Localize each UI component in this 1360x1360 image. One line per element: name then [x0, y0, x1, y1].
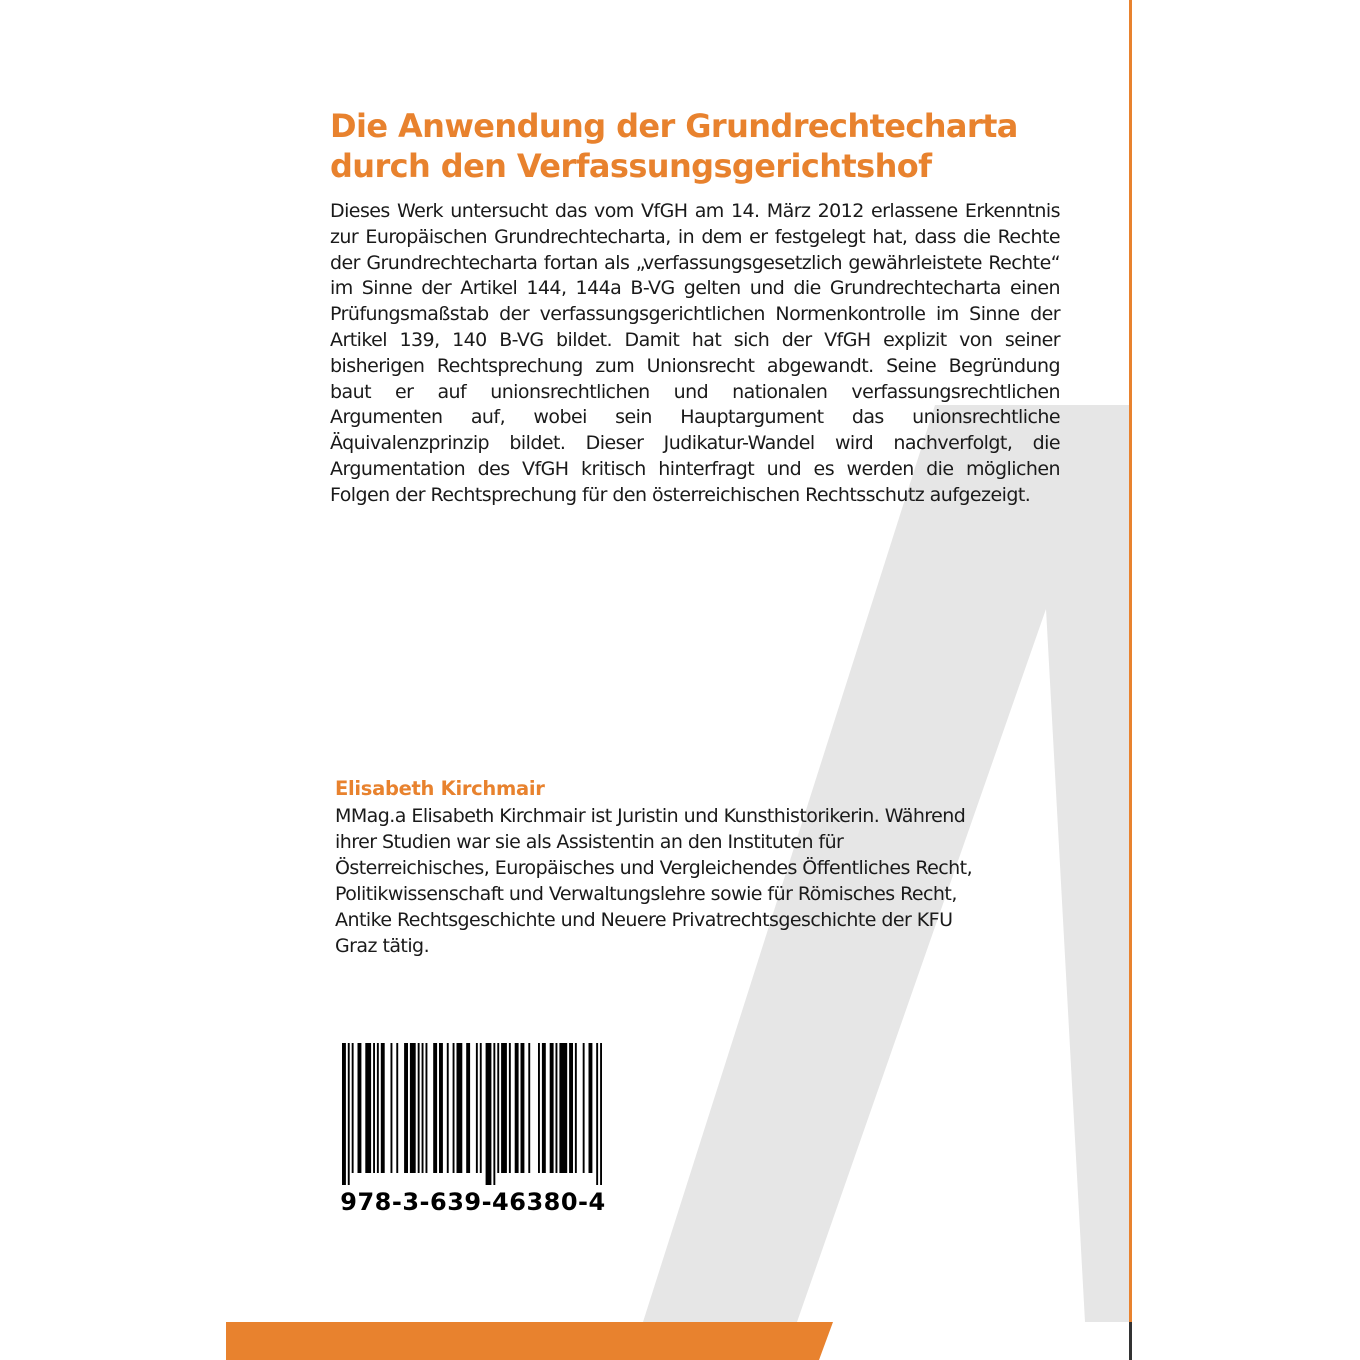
- barcode-bar: [486, 1043, 492, 1185]
- barcode-bar: [521, 1043, 525, 1173]
- barcode-bar: [457, 1043, 463, 1173]
- barcode-bar: [422, 1043, 424, 1173]
- barcode-bar: [447, 1043, 449, 1173]
- barcode-bar: [542, 1043, 546, 1173]
- barcode-bar: [377, 1043, 379, 1173]
- barcode-bar: [396, 1043, 398, 1173]
- barcode-bar: [528, 1043, 530, 1173]
- barcode-bars: [342, 1043, 604, 1185]
- book-description: Dieses Werk untersucht das vom VfGH am 14. März 2012 erlassene Erkenntnis zur Europäischen Grundrechtecharta, in dem er festgelegt hat, dass die Rechte der Grundrechtecharta fortan als „verfassungsgesetzlich gewährleistete Rechte“ im Sinne der Artikel 144, 144a B-VG gelten und die Grundrechtecharta einen Prüfungsmaßstab der verfassungsgerichtlichen Normenkontrolle im Sinne der Artikel 139, 140 B-VG bildet. Damit hat sich der VfGH explizit von seiner bisherigen Rechtsprechung zum Unionsrecht abgewandt. Seine Begründung baut er auf unionsrechtlichen und nationalen verfassungsrechtlichen Argumenten auf, wobei sein Hauptargument das unionsrechtliche Äquivalenzprinzip bildet. Dieser Judikatur-Wandel wird nachverfolgt, die Argumentation des VfGH kritisch hinterfragt und es werden die möglichen Folgen der Rechtsprechung für den österreichischen Rechtsschutz aufgezeigt.: [330, 200, 1060, 506]
- barcode-bar: [426, 1043, 428, 1173]
- author-bio-line: ihrer Studien war sie als Assistentin an den Instituten für: [335, 831, 844, 853]
- barcode-bar: [575, 1043, 577, 1173]
- book-title: [330, 106, 1070, 186]
- barcode-bar: [453, 1043, 455, 1173]
- barcode-bar: [589, 1043, 593, 1173]
- barcode-bar: [433, 1043, 437, 1173]
- author-bio: [335, 803, 1065, 959]
- author-bio-line: Antike Rechtsgeschichte und Neuere Privatrechtsgeschichte der KFU: [335, 909, 953, 931]
- barcode-bar: [342, 1043, 346, 1185]
- author-name: Elisabeth Kirchmair: [335, 777, 545, 800]
- barcode-bar: [538, 1043, 540, 1173]
- spine-edge-dark-segment: [1129, 1322, 1132, 1360]
- barcode-bar: [497, 1043, 499, 1173]
- barcode-bar: [583, 1043, 585, 1173]
- isbn-number: 978-3-639-46380-4: [340, 1188, 606, 1216]
- barcode-bar: [501, 1043, 507, 1173]
- barcode-bar: [509, 1043, 511, 1173]
- barcode-bar: [410, 1043, 416, 1173]
- barcode-bar: [348, 1043, 350, 1185]
- barcode-bar: [418, 1043, 420, 1173]
- author-bio-line: Österreichisches, Europäisches und Vergleichendes Öffentliches Recht,: [335, 857, 973, 879]
- barcode-bar: [480, 1043, 482, 1173]
- author-bio-line: Politikwissenschaft und Verwaltungslehre sowie für Römisches Recht,: [335, 883, 957, 905]
- barcode-bar: [515, 1043, 519, 1173]
- barcode-bar: [556, 1043, 558, 1173]
- barcode-bar: [391, 1043, 393, 1173]
- barcode-bar: [373, 1043, 375, 1173]
- barcode-bar: [358, 1043, 362, 1173]
- spine-edge-line: [1129, 0, 1132, 1360]
- barcode-bar: [352, 1043, 354, 1173]
- barcode-bar: [493, 1043, 495, 1185]
- barcode-bar: [596, 1043, 598, 1185]
- book-title-line: Die Anwendung der Grundrechtecharta: [330, 107, 1018, 145]
- barcode-bar: [476, 1043, 478, 1173]
- barcode-bar: [439, 1043, 443, 1173]
- isbn-barcode: [330, 1033, 616, 1225]
- barcode-bar: [365, 1043, 371, 1173]
- barcode-bar: [550, 1043, 554, 1173]
- author-bio-line: MMag.a Elisabeth Kirchmair ist Juristin und Kunsthistorikerin. Während: [335, 805, 966, 827]
- author-bio-line: Graz tätig.: [335, 935, 430, 957]
- book-title-line: durch den Verfassungsgerichtshof: [330, 147, 932, 185]
- barcode-bar: [404, 1043, 408, 1173]
- barcode-bar: [381, 1043, 385, 1173]
- barcode-bar: [559, 1043, 567, 1173]
- barcode-bar: [466, 1043, 470, 1173]
- barcode-bar: [569, 1043, 573, 1173]
- barcode-bar: [600, 1043, 602, 1185]
